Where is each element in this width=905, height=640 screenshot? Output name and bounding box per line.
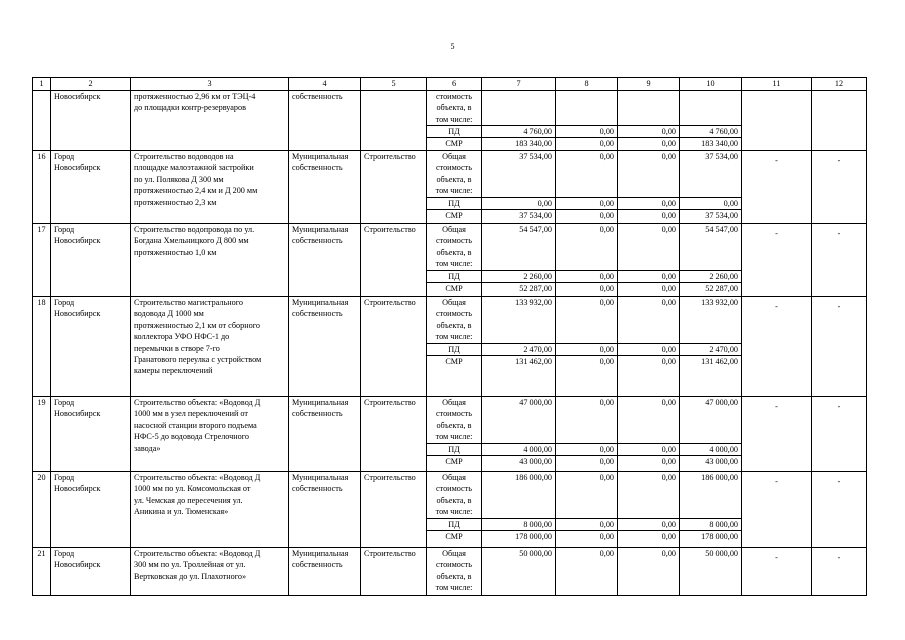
column-header: 4 (289, 78, 361, 91)
part-amount: 43 000,00 (482, 455, 555, 467)
part-label: ПД (427, 270, 481, 282)
amount-cell-10 (680, 297, 742, 397)
part-amount: 0,00 (680, 197, 741, 209)
name-line: насосной станции второго подъема (134, 420, 257, 430)
part-amount: 131 462,00 (680, 355, 741, 367)
total-amount: 0,00 (599, 298, 614, 307)
part-amount: 0,00 (618, 270, 679, 282)
owner-line: собственность (292, 560, 343, 570)
type-cell: Строительство (361, 397, 427, 472)
amount-cell-7 (482, 224, 556, 297)
cost-label-line: объекта, в (436, 420, 472, 430)
amount-cell-9 (618, 151, 680, 224)
c11-cell: - (742, 224, 812, 297)
total-amount: 0,00 (661, 225, 676, 234)
owner-cell (289, 224, 361, 297)
part-amount: 0,00 (618, 137, 679, 149)
total-amount: 37 534,00 (705, 152, 738, 161)
part-amount: 0,00 (556, 137, 617, 149)
owner-line: Муниципальная (292, 549, 349, 558)
cost-label-line: стоимость (435, 92, 472, 101)
owner-line: Муниципальная (292, 473, 349, 482)
column-header: 8 (556, 78, 618, 91)
column-header: 11 (742, 78, 812, 91)
part-label: ПД (427, 125, 481, 137)
cost-label-line: том числе: (435, 583, 473, 593)
total-amount: 50 000,00 (519, 549, 552, 558)
name-line: протяженностью 2,4 км и Д 200 мм (134, 186, 258, 196)
name-cell (131, 472, 289, 548)
name-cell (131, 297, 289, 397)
part-label: СМР (427, 137, 481, 149)
name-line: протяженностью 2,1 км от сборного (134, 320, 260, 330)
cost-label-line: Общая (442, 549, 466, 558)
part-label: СМР (427, 282, 481, 294)
cost-label-cell (427, 397, 482, 472)
part-amount: 0,00 (482, 197, 555, 209)
c11-cell: - (742, 472, 812, 548)
part-amount: 4 000,00 (680, 443, 741, 455)
amount-cell-8 (556, 472, 618, 548)
owner-line: собственность (292, 92, 343, 101)
investment-table (32, 77, 867, 596)
total-amount (482, 91, 555, 125)
city-cell (51, 397, 131, 472)
total-amount: 50 000,00 (705, 549, 738, 558)
total-amount (618, 91, 679, 125)
cost-label-line: том числе: (435, 332, 473, 342)
total-amount: 133 932,00 (701, 298, 738, 307)
c12-cell (812, 91, 867, 151)
part-amount: 0,00 (556, 530, 617, 542)
column-header: 10 (680, 78, 742, 91)
amount-cell-8 (556, 397, 618, 472)
num-cell (33, 91, 51, 151)
city-cell (51, 297, 131, 397)
amount-cell-7 (482, 397, 556, 472)
name-line: 300 мм по ул. Троллейная от ул. (134, 560, 246, 570)
owner-line: собственность (292, 163, 343, 173)
amount-cell-8 (556, 224, 618, 297)
total-amount: 0,00 (599, 225, 614, 234)
part-amount: 8 000,00 (680, 518, 741, 530)
table-row (33, 91, 867, 151)
total-amount: 0,00 (661, 152, 676, 161)
name-line: 1000 мм по ул. Комсомольская от (134, 484, 251, 494)
total-amount: 47 000,00 (705, 398, 738, 407)
part-amount: 0,00 (618, 197, 679, 209)
name-line: Строительство магистрального (134, 298, 243, 307)
total-amount (556, 91, 617, 125)
name-line: завода» (134, 443, 161, 453)
table-row (33, 224, 867, 297)
total-amount: 186 000,00 (701, 473, 738, 482)
part-label: СМР (427, 530, 481, 542)
amount-cell-9 (618, 472, 680, 548)
header-row (33, 78, 867, 91)
amount-cell-9 (618, 91, 680, 151)
name-cell (131, 548, 289, 596)
part-amount: 43 000,00 (680, 455, 741, 467)
c12-cell: - (812, 548, 867, 596)
part-amount: 0,00 (618, 518, 679, 530)
name-line: Строительство объекта: «Водовод Д (134, 549, 261, 558)
cost-label-line: Общая (442, 225, 466, 234)
type-cell: Строительство (361, 151, 427, 224)
part-amount: 178 000,00 (482, 530, 555, 542)
amount-cell-7 (482, 91, 556, 151)
city-line: Новосибирск (54, 309, 101, 319)
owner-cell (289, 397, 361, 472)
total-amount: 0,00 (661, 398, 676, 407)
amount-cell-9 (618, 224, 680, 297)
part-amount: 183 340,00 (680, 137, 741, 149)
part-amount: 4 760,00 (482, 125, 555, 137)
owner-line: Муниципальная (292, 152, 349, 161)
part-label: СМР (427, 355, 481, 367)
part-amount: 52 287,00 (482, 282, 555, 294)
owner-cell (289, 151, 361, 224)
name-line: 1000 мм в узел переключений от (134, 409, 248, 419)
part-amount: 37 534,00 (482, 209, 555, 221)
part-amount: 52 287,00 (680, 282, 741, 294)
amount-cell-10 (680, 224, 742, 297)
total-amount (680, 91, 741, 125)
owner-line: собственность (292, 236, 343, 246)
part-amount: 0,00 (556, 443, 617, 455)
part-amount: 0,00 (556, 270, 617, 282)
name-line: Строительство водопровода по ул. (134, 225, 255, 234)
city-cell (51, 548, 131, 596)
cost-label-line: том числе: (435, 259, 473, 269)
part-label: ПД (427, 343, 481, 355)
cost-label-cell (427, 297, 482, 397)
owner-cell (289, 548, 361, 596)
city-line: Город (54, 473, 75, 482)
part-label: СМР (427, 455, 481, 467)
part-amount: 131 462,00 (482, 355, 555, 367)
name-line: по ул. Полякова Д 300 мм (134, 174, 224, 184)
part-amount: 0,00 (618, 443, 679, 455)
total-amount: 0,00 (599, 549, 614, 558)
part-amount: 4 760,00 (680, 125, 741, 137)
cost-label-line: стоимость (435, 236, 472, 246)
c11-cell: - (742, 297, 812, 397)
owner-cell (289, 472, 361, 548)
column-header: 2 (51, 78, 131, 91)
name-line: НФС-5 до водовода Стрелочного (134, 432, 250, 442)
owner-line: собственность (292, 409, 343, 419)
name-line: Богдана Хмельницкого Д 800 мм (134, 236, 249, 246)
cost-label-line: Общая (442, 398, 466, 407)
cost-label-cell (427, 91, 482, 151)
cost-label-cell (427, 224, 482, 297)
total-amount: 0,00 (599, 473, 614, 482)
amount-cell-9 (618, 397, 680, 472)
cost-label-line: Общая (442, 298, 466, 307)
name-line: протяженностью 1,0 км (134, 247, 217, 257)
part-amount: 0,00 (556, 209, 617, 221)
total-amount: 47 000,00 (519, 398, 552, 407)
cost-label-line: том числе: (435, 114, 473, 124)
total-amount: 54 547,00 (519, 225, 552, 234)
part-amount: 0,00 (618, 125, 679, 137)
part-amount: 4 000,00 (482, 443, 555, 455)
part-amount: 0,00 (556, 343, 617, 355)
owner-line: собственность (292, 484, 343, 494)
part-amount: 178 000,00 (680, 530, 741, 542)
c12-cell: - (812, 472, 867, 548)
amount-cell-10 (680, 397, 742, 472)
table-row (33, 151, 867, 224)
table-row (33, 297, 867, 397)
owner-cell (289, 297, 361, 397)
cost-label-cell (427, 548, 482, 596)
city-line: Новосибирск (54, 484, 101, 494)
column-header: 3 (131, 78, 289, 91)
amount-cell-8 (556, 91, 618, 151)
name-line: камеры переключений (134, 366, 213, 376)
total-amount: 0,00 (661, 298, 676, 307)
amount-cell-7 (482, 548, 556, 596)
city-line: Новосибирск (54, 236, 101, 246)
total-amount: 133 932,00 (515, 298, 552, 307)
amount-cell-8 (556, 548, 618, 596)
c11-cell (742, 91, 812, 151)
city-cell (51, 224, 131, 297)
cost-label-line: том числе: (435, 432, 473, 442)
c12-cell: - (812, 151, 867, 224)
owner-line: Муниципальная (292, 398, 349, 407)
city-line: Новосибирск (54, 409, 101, 419)
name-line: Аникина и ул. Тюменская» (134, 507, 229, 517)
num-cell: 17 (33, 224, 51, 297)
cost-label-line: объекта, в (436, 103, 472, 113)
name-cell (131, 151, 289, 224)
cost-label-line: стоимость (435, 163, 472, 173)
part-amount: 0,00 (556, 125, 617, 137)
part-amount: 0,00 (618, 530, 679, 542)
name-line: Строительство объекта: «Водовод Д (134, 473, 261, 482)
num-cell: 16 (33, 151, 51, 224)
table-row (33, 397, 867, 472)
name-cell (131, 397, 289, 472)
cost-label-line: стоимость (435, 409, 472, 419)
amount-cell-7 (482, 297, 556, 397)
name-cell (131, 91, 289, 151)
cost-label-line: объекта, в (436, 571, 472, 581)
num-cell: 18 (33, 297, 51, 397)
c12-cell: - (812, 297, 867, 397)
total-amount: 0,00 (661, 473, 676, 482)
cost-label-cell (427, 472, 482, 548)
part-amount: 0,00 (556, 355, 617, 367)
total-amount: 37 534,00 (519, 152, 552, 161)
city-line: Город (54, 398, 75, 407)
part-label: ПД (427, 518, 481, 530)
city-line: Новосибирск (54, 560, 101, 570)
table-body (33, 91, 867, 596)
total-amount: 0,00 (599, 152, 614, 161)
name-line: водовода Д 1000 мм (134, 309, 204, 319)
owner-cell (289, 91, 361, 151)
name-line: Гранатового переулка с устройством (134, 354, 262, 364)
column-header: 6 (427, 78, 482, 91)
city-line: Город (54, 225, 75, 234)
amount-cell-10 (680, 548, 742, 596)
city-cell (51, 91, 131, 151)
cost-label-line: объекта, в (436, 174, 472, 184)
name-cell (131, 224, 289, 297)
city-cell (51, 472, 131, 548)
cost-label-line: объекта, в (436, 495, 472, 505)
amount-cell-7 (482, 151, 556, 224)
name-line: до площадки контр-резервуаров (134, 103, 246, 113)
part-amount: 0,00 (618, 282, 679, 294)
part-amount: 0,00 (618, 455, 679, 467)
cost-label-line: Общая (442, 152, 466, 161)
cost-label-line: том числе: (435, 507, 473, 517)
part-amount: 0,00 (618, 209, 679, 221)
table-row (33, 548, 867, 596)
name-line: ул. Чемская до пересечения ул. (134, 495, 243, 505)
part-amount: 0,00 (618, 355, 679, 367)
type-cell (361, 91, 427, 151)
column-header: 7 (482, 78, 556, 91)
amount-cell-10 (680, 472, 742, 548)
city-line: Новосибирск (54, 163, 101, 173)
column-header: 1 (33, 78, 51, 91)
owner-line: Муниципальная (292, 298, 349, 307)
amount-cell-10 (680, 91, 742, 151)
part-amount: 183 340,00 (482, 137, 555, 149)
part-label: ПД (427, 197, 481, 209)
part-amount: 37 534,00 (680, 209, 741, 221)
part-amount: 0,00 (556, 455, 617, 467)
part-label: СМР (427, 209, 481, 221)
part-amount: 2 470,00 (482, 343, 555, 355)
table-row (33, 472, 867, 548)
name-line: коллектора УФО НФС-1 до (134, 332, 230, 342)
name-line: протяженностью 2,96 км от ТЭЦ-4 (134, 92, 256, 101)
city-line: Город (54, 549, 75, 558)
c12-cell: - (812, 397, 867, 472)
part-label: ПД (427, 443, 481, 455)
type-cell: Строительство (361, 224, 427, 297)
cost-label-line: объекта, в (436, 320, 472, 330)
city-line: Город (54, 152, 75, 161)
total-amount: 0,00 (661, 549, 676, 558)
c12-cell: - (812, 224, 867, 297)
cost-label-line: стоимость (435, 560, 472, 570)
cost-label-line: стоимость (435, 309, 472, 319)
part-amount: 0,00 (618, 343, 679, 355)
type-cell: Строительство (361, 472, 427, 548)
total-amount: 0,00 (599, 398, 614, 407)
name-line: Строительство объекта: «Водовод Д (134, 398, 261, 407)
total-amount: 186 000,00 (515, 473, 552, 482)
name-line: протяженностью 2,3 км (134, 197, 217, 207)
amount-cell-7 (482, 472, 556, 548)
part-amount: 2 470,00 (680, 343, 741, 355)
page-number: 5 (450, 42, 455, 51)
num-cell: 20 (33, 472, 51, 548)
part-amount: 2 260,00 (680, 270, 741, 282)
owner-line: собственность (292, 309, 343, 319)
name-line: перемычки в створе 7-го (134, 343, 220, 353)
owner-line: Муниципальная (292, 225, 349, 234)
column-header: 9 (618, 78, 680, 91)
cost-label-line: том числе: (435, 186, 473, 196)
cost-label-line: Общая (442, 473, 466, 482)
city-line: Город (54, 298, 75, 307)
name-line: площадке малоэтажной застройки (134, 163, 254, 173)
column-header: 5 (361, 78, 427, 91)
amount-cell-8 (556, 297, 618, 397)
name-line: Строительство водоводов на (134, 152, 234, 161)
part-amount: 0,00 (556, 197, 617, 209)
cost-label-line: стоимость (435, 484, 472, 494)
amount-cell-9 (618, 548, 680, 596)
part-amount: 0,00 (556, 518, 617, 530)
num-cell: 19 (33, 397, 51, 472)
name-line: Вертковская до ул. Плахотного» (134, 571, 247, 581)
cost-label-cell (427, 151, 482, 224)
amount-cell-10 (680, 151, 742, 224)
city-line: Новосибирск (54, 92, 101, 101)
c11-cell: - (742, 151, 812, 224)
cost-label-line: объекта, в (436, 247, 472, 257)
amount-cell-9 (618, 297, 680, 397)
city-cell (51, 151, 131, 224)
amount-cell-8 (556, 151, 618, 224)
c11-cell: - (742, 548, 812, 596)
part-amount: 2 260,00 (482, 270, 555, 282)
type-cell: Строительство (361, 297, 427, 397)
total-amount: 54 547,00 (705, 225, 738, 234)
part-amount: 0,00 (556, 282, 617, 294)
num-cell: 21 (33, 548, 51, 596)
c11-cell: - (742, 397, 812, 472)
column-header: 12 (812, 78, 867, 91)
part-amount: 8 000,00 (482, 518, 555, 530)
type-cell: Строительство (361, 548, 427, 596)
